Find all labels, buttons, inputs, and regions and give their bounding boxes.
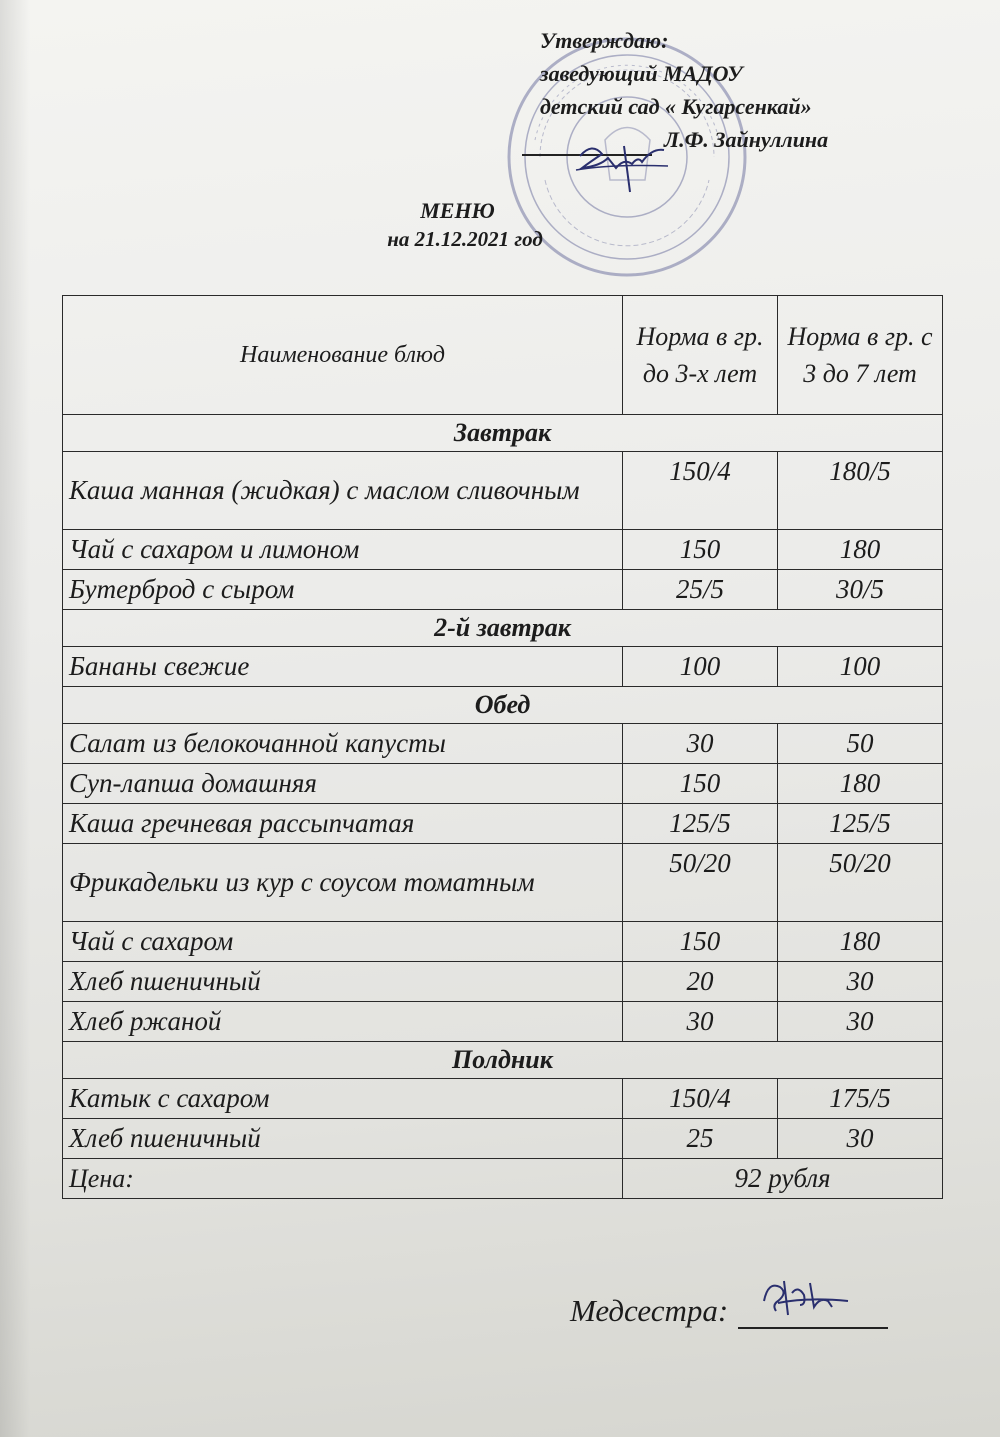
norm-young-value: 25 <box>623 1119 778 1159</box>
norm-old-value: 180 <box>778 530 943 570</box>
director-signature <box>572 128 672 198</box>
norm-young-value: 20 <box>623 962 778 1002</box>
table-row <box>63 647 943 687</box>
dish-name: Фрикадельки из кур с соусом томатным <box>63 844 623 922</box>
dish-name: Бутерброд с сыром <box>63 570 623 610</box>
nurse-label: Медсестра: <box>570 1293 729 1328</box>
dish-name: Чай с сахаром <box>63 922 623 962</box>
norm-old-value: 50 <box>778 724 943 764</box>
table-row <box>63 452 943 530</box>
section-title: Полдник <box>63 1042 943 1079</box>
table-header-row <box>63 296 943 415</box>
norm-old-value: 175/5 <box>778 1079 943 1119</box>
norm-old-value: 180 <box>778 922 943 962</box>
dish-name: Каша гречневая рассыпчатая <box>63 804 623 844</box>
norm-young-value: 150/4 <box>623 452 778 530</box>
approval-line-2: заведующий МАДОУ <box>540 61 743 86</box>
norm-old-value: 180 <box>778 764 943 804</box>
table-row <box>63 844 943 922</box>
norm-young-value: 50/20 <box>623 844 778 922</box>
nurse-signature-block <box>570 1293 888 1329</box>
price-label: Цена: <box>63 1159 623 1199</box>
table-row <box>63 1079 943 1119</box>
price-row <box>63 1159 943 1199</box>
nurse-signature-line <box>738 1297 888 1329</box>
section-title: Обед <box>63 687 943 724</box>
table-row <box>63 530 943 570</box>
norm-old-value: 50/20 <box>778 844 943 922</box>
header-dish-name: Наименование блюд <box>63 296 623 415</box>
table-row <box>63 570 943 610</box>
dish-name: Суп-лапша домашняя <box>63 764 623 804</box>
section-title: Завтрак <box>63 415 943 452</box>
header-norm-young: Норма в гр. до 3-х лет <box>623 296 778 415</box>
norm-young-value: 30 <box>623 724 778 764</box>
section-row <box>63 610 943 647</box>
header-norm-old: Норма в гр. с 3 до 7 лет <box>778 296 943 415</box>
dish-name: Хлеб пшеничный <box>63 1119 623 1159</box>
dish-name: Катык с сахаром <box>63 1079 623 1119</box>
dish-name: Салат из белокочанной капусты <box>63 724 623 764</box>
approval-line-3: детский сад « Кугарсенкай» <box>540 94 812 119</box>
norm-young-value: 25/5 <box>623 570 778 610</box>
section-row <box>63 415 943 452</box>
table-row <box>63 962 943 1002</box>
dish-name: Бананы свежие <box>63 647 623 687</box>
norm-young-value: 150/4 <box>623 1079 778 1119</box>
table-row <box>63 1002 943 1042</box>
dish-name: Чай с сахаром и лимоном <box>63 530 623 570</box>
norm-young-value: 150 <box>623 764 778 804</box>
section-row <box>63 1042 943 1079</box>
paper-shadow <box>0 0 30 1437</box>
title-block <box>320 196 640 252</box>
menu-table <box>62 295 943 1199</box>
norm-young-value: 150 <box>623 922 778 962</box>
menu-date: на 21.12.2021 год <box>387 227 543 251</box>
norm-old-value: 30 <box>778 1119 943 1159</box>
section-row <box>63 687 943 724</box>
approval-line-1: Утверждаю: <box>540 28 669 53</box>
dish-name: Хлеб пшеничный <box>63 962 623 1002</box>
nurse-signature <box>758 1271 858 1321</box>
table-row <box>63 724 943 764</box>
norm-old-value: 30/5 <box>778 570 943 610</box>
approval-signature-row <box>522 123 828 156</box>
norm-young-value: 125/5 <box>623 804 778 844</box>
norm-old-value: 180/5 <box>778 452 943 530</box>
table-row <box>63 922 943 962</box>
norm-old-value: 100 <box>778 647 943 687</box>
norm-young-value: 100 <box>623 647 778 687</box>
norm-old-value: 30 <box>778 962 943 1002</box>
section-title: 2-й завтрак <box>63 610 943 647</box>
norm-young-value: 150 <box>623 530 778 570</box>
norm-young-value: 30 <box>623 1002 778 1042</box>
page-title: МЕНЮ <box>420 198 495 223</box>
dish-name: Каша манная (жидкая) с маслом сливочным <box>63 452 623 530</box>
table-row <box>63 1119 943 1159</box>
dish-name: Хлеб ржаной <box>63 1002 623 1042</box>
approval-signer: Л.Ф. Зайнуллина <box>664 127 829 152</box>
norm-old-value: 125/5 <box>778 804 943 844</box>
table-row <box>63 764 943 804</box>
norm-old-value: 30 <box>778 1002 943 1042</box>
table-row <box>63 804 943 844</box>
price-value: 92 рубля <box>623 1159 943 1199</box>
